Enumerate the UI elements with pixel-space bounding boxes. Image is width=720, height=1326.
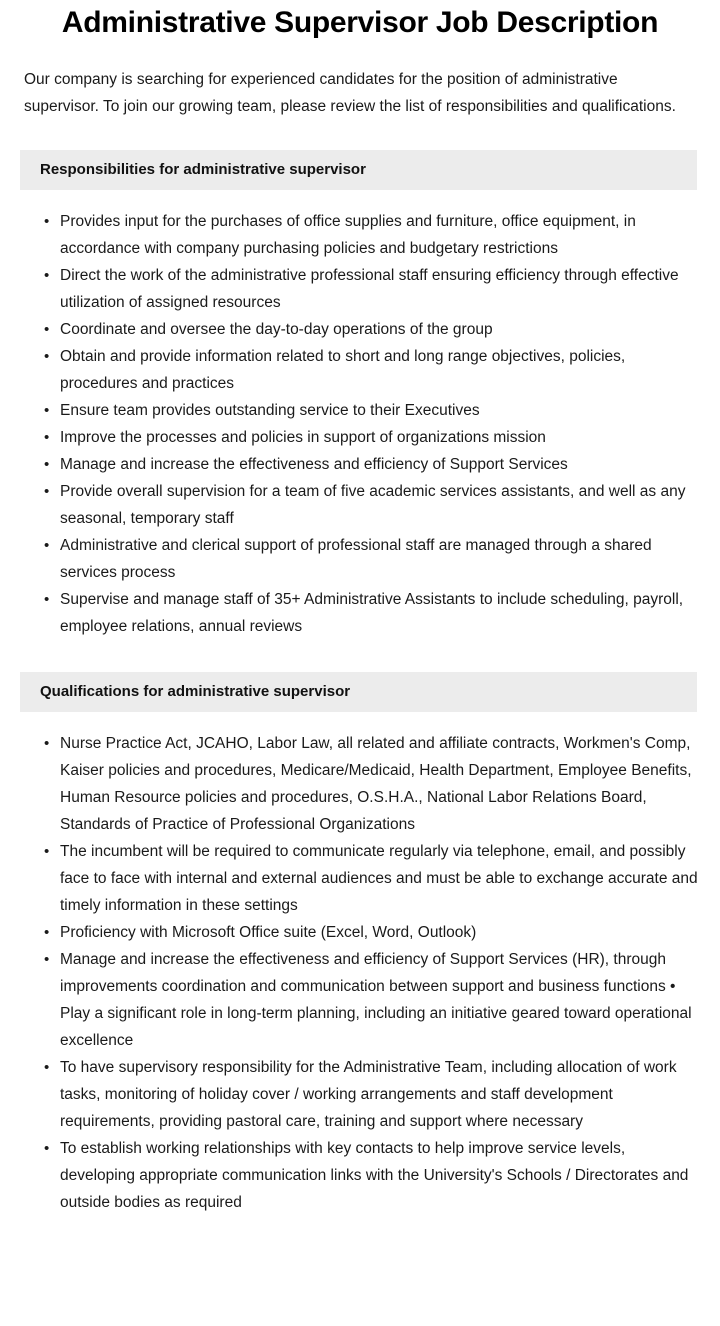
list-item: • Proficiency with Microsoft Office suite (Excel, Word, Outlook) [44, 919, 700, 946]
list-item: • Manage and increase the effectiveness and efficiency of Support Services [44, 451, 700, 478]
section-qualifications [0, 672, 720, 1256]
intro-paragraph: Our company is searching for experienced candidates for the position of administrative supervisor. To join our growing team, please review the list of responsibilities and qualifications. [24, 71, 676, 115]
list-item: • Provide overall supervision for a team of five academic services assistants, and well as any seasonal, temporary staff [44, 478, 700, 532]
list-item: • Ensure team provides outstanding service to their Executives [44, 397, 700, 424]
list-item: • Administrative and clerical support of professional staff are managed through a shared services process [44, 532, 700, 586]
list-item: • Nurse Practice Act, JCAHO, Labor Law, all related and affiliate contracts, Workmen's Comp, Kaiser policies and procedures, Medicare/Medicaid, Health Department, Employee Benefits, Human Resource policies and procedures, O.S.H.A., National Labor Relations Board, Standards of Practice of Professional Organizations [44, 730, 700, 838]
section-header-qualifications [20, 672, 697, 712]
section-header-label: Responsibilities for administrative supervisor [40, 161, 366, 178]
responsibilities-list [0, 190, 720, 642]
list-item: • Supervise and manage staff of 35+ Administrative Assistants to include scheduling, payroll, employee relations, annual reviews [44, 586, 700, 640]
page-title: Administrative Supervisor Job Description [61, 6, 659, 39]
list-item: • To establish working relationships with key contacts to help improve service levels, developing appropriate communication links with the University's Schools / Directorates and outside bodies as required [44, 1135, 700, 1216]
list-item: • Manage and increase the effectiveness and efficiency of Support Services (HR), through improvements coordination and communication between support and business functions • Play a significant role in long-term planning, including an initiative geared toward operational excellence [44, 946, 700, 1054]
section-header-label: Qualifications for administrative supervisor [40, 683, 351, 700]
list-item: • Improve the processes and policies in support of organizations mission [44, 424, 700, 451]
list-item: • The incumbent will be required to communicate regularly via telephone, email, and possibly face to face with internal and external audiences and must be able to exchange accurate and timely information in these settings [44, 838, 700, 919]
list-item: • Direct the work of the administrative professional staff ensuring efficiency through effective utilization of assigned resources [44, 262, 700, 316]
list-item: • Coordinate and oversee the day-to-day operations of the group [44, 316, 700, 343]
list-item: • Obtain and provide information related to short and long range objectives, policies, procedures and practices [44, 343, 700, 397]
section-header-responsibilities [20, 150, 697, 190]
qualifications-list [0, 712, 720, 1256]
list-item: • Provides input for the purchases of office supplies and furniture, office equipment, in accordance with company purchasing policies and budgetary restrictions [44, 208, 700, 262]
section-responsibilities [0, 150, 720, 642]
list-item: • To have supervisory responsibility for the Administrative Team, including allocation of work tasks, monitoring of holiday cover / working arrangements and staff development requirements, providing pastoral care, training and support where necessary [44, 1054, 700, 1135]
